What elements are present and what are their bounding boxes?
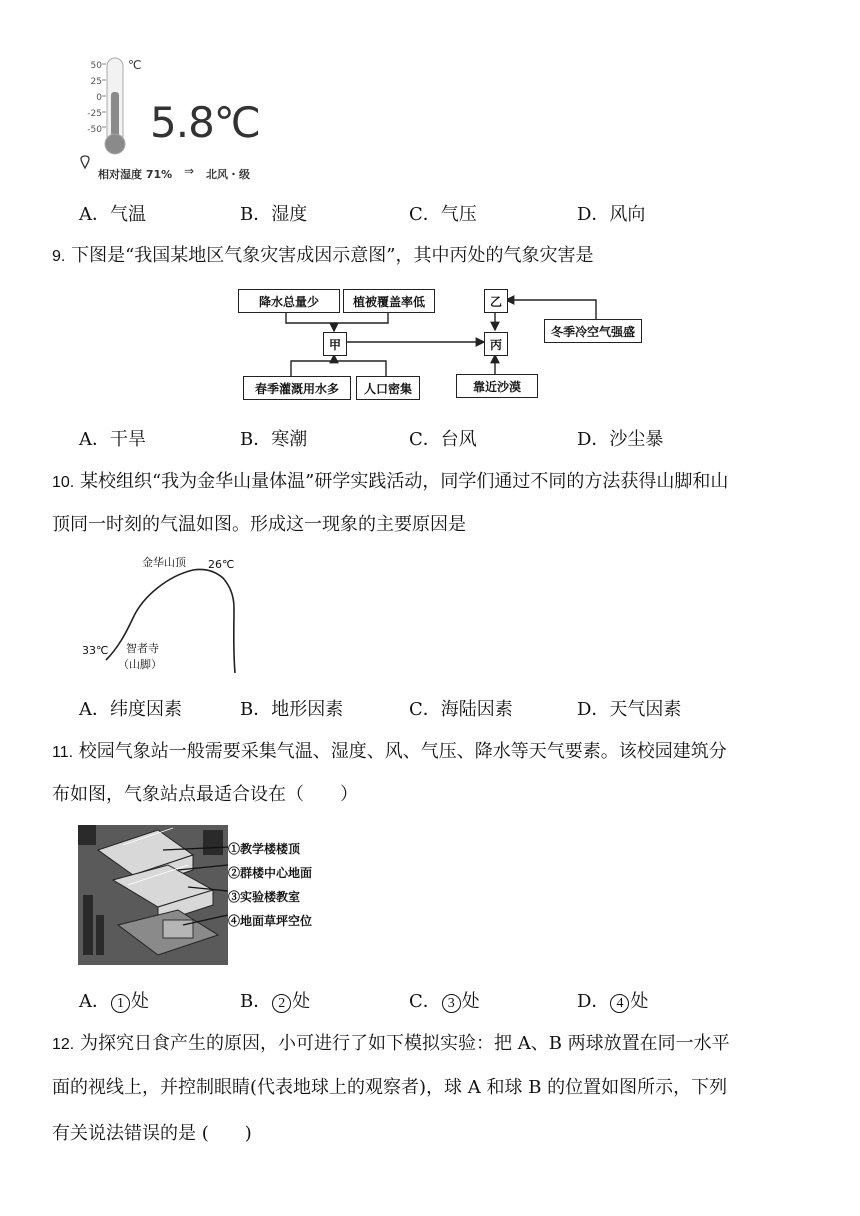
option-b[interactable]: B．湿度 <box>240 204 308 225</box>
option-tail: 处 <box>131 991 149 1012</box>
campus-photo <box>78 825 228 965</box>
campus-label-2: ②群楼中心地面 <box>228 866 313 880</box>
option-b[interactable]: B．寒潮 <box>240 429 308 450</box>
box-yi: 乙 <box>484 289 508 313</box>
question-10-line-2: 顶同一时刻的气温如图。形成这一现象的主要原因是 <box>52 514 466 535</box>
temple-label: 智者寺 <box>126 642 159 655</box>
box-bing: 丙 <box>484 332 508 356</box>
disaster-diagram <box>236 283 635 403</box>
humidity-text: 相对湿度 71% <box>98 168 173 181</box>
campus-figure <box>78 825 338 965</box>
circled-number: 2 <box>272 994 291 1013</box>
question-number: 12. <box>52 1036 75 1053</box>
scale-label: 25 <box>90 77 102 87</box>
option-a[interactable]: A．纬度因素 <box>79 699 182 720</box>
question-number: 11. <box>52 744 74 761</box>
option-d[interactable]: D．天气因素 <box>577 699 682 720</box>
box-population: 人口密集 <box>356 376 420 400</box>
box-cold-air: 冬季冷空气强盛 <box>544 319 642 343</box>
option-c[interactable]: C．海陆因素 <box>409 699 513 720</box>
option-tail: 处 <box>630 991 649 1012</box>
wind-icon: ⇒ <box>184 164 195 178</box>
question-number: 9. <box>52 248 66 265</box>
box-desert: 靠近沙漠 <box>456 374 538 398</box>
foot-temp: 33℃ <box>82 644 109 657</box>
question-text: 校园气象站一般需要采集气温、湿度、风、气压、降水等天气要素。该校园建筑分 <box>78 741 727 762</box>
option-d[interactable] <box>577 987 648 1013</box>
question-11 <box>52 742 727 763</box>
option-c[interactable] <box>409 987 480 1013</box>
option-tail: 处 <box>461 991 480 1012</box>
scale-label: -25 <box>87 109 102 119</box>
circled-number: 1 <box>111 994 130 1013</box>
option-d[interactable]: D．风向 <box>577 204 646 225</box>
question-11-line-2: 布如图，气象站点最适合设在（ ） <box>52 784 358 805</box>
temperature-value: 5.8℃ <box>150 98 260 147</box>
box-jia: 甲 <box>323 332 347 356</box>
foot-label: （山脚） <box>118 658 162 671</box>
option-letter: C． <box>409 991 441 1012</box>
question-10 <box>52 472 728 493</box>
thermometer-figure <box>78 52 278 187</box>
option-tail: 处 <box>292 991 311 1012</box>
option-letter: A． <box>79 991 110 1012</box>
box-irrigation: 春季灌溉用水多 <box>243 376 351 400</box>
option-b[interactable] <box>240 987 310 1013</box>
summit-temp: 26℃ <box>208 558 235 571</box>
scale-label: 50 <box>90 61 102 71</box>
question-12 <box>52 1034 730 1055</box>
option-c[interactable]: C．气压 <box>409 204 477 225</box>
option-letter: D． <box>577 991 610 1012</box>
box-rain: 降水总量少 <box>238 289 340 313</box>
question-text: 为探究日食产生的原因，小可进行了如下模拟实验：把 A、B 两球放置在同一水平 <box>79 1033 730 1054</box>
summit-label: 金华山顶 <box>142 556 186 569</box>
box-vegetation: 植被覆盖率低 <box>343 289 435 313</box>
thermo-unit: ℃ <box>128 58 142 72</box>
question-text: 某校组织“我为金华山量体温”研学实践活动，同学们通过不同的方法获得山脚和山 <box>79 471 729 492</box>
scale-label: -50 <box>87 125 102 135</box>
question-text: 下图是“我国某地区气象灾害成因示意图”，其中丙处的气象灾害是 <box>71 245 594 266</box>
option-b[interactable]: B．地形因素 <box>240 699 344 720</box>
question-9 <box>52 246 593 267</box>
mountain-figure <box>78 548 258 678</box>
campus-label-3: ③实验楼教室 <box>228 890 301 904</box>
circled-number: 3 <box>442 994 461 1013</box>
option-a[interactable]: A．气温 <box>79 204 146 225</box>
option-c[interactable]: C．台风 <box>409 429 477 450</box>
question-12-line-2: 面的视线上，并控制眼睛(代表地球上的观察者)，球 A 和球 B 的位置如图所示，下列 <box>52 1077 728 1098</box>
option-a[interactable] <box>79 987 149 1013</box>
circled-number: 4 <box>610 994 629 1013</box>
question-number: 10. <box>52 474 75 491</box>
wind-text: 北风・级 <box>206 168 250 181</box>
campus-label-4: ④地面草坪空位 <box>228 914 313 928</box>
option-d[interactable]: D．沙尘暴 <box>577 429 664 450</box>
scale-label: 0 <box>96 93 102 103</box>
option-a[interactable]: A．干旱 <box>79 429 146 450</box>
question-12-line-3: 有关说法错误的是 ( ) <box>52 1123 252 1144</box>
campus-label-1: ①教学楼楼顶 <box>228 842 301 856</box>
option-letter: B． <box>240 991 272 1012</box>
